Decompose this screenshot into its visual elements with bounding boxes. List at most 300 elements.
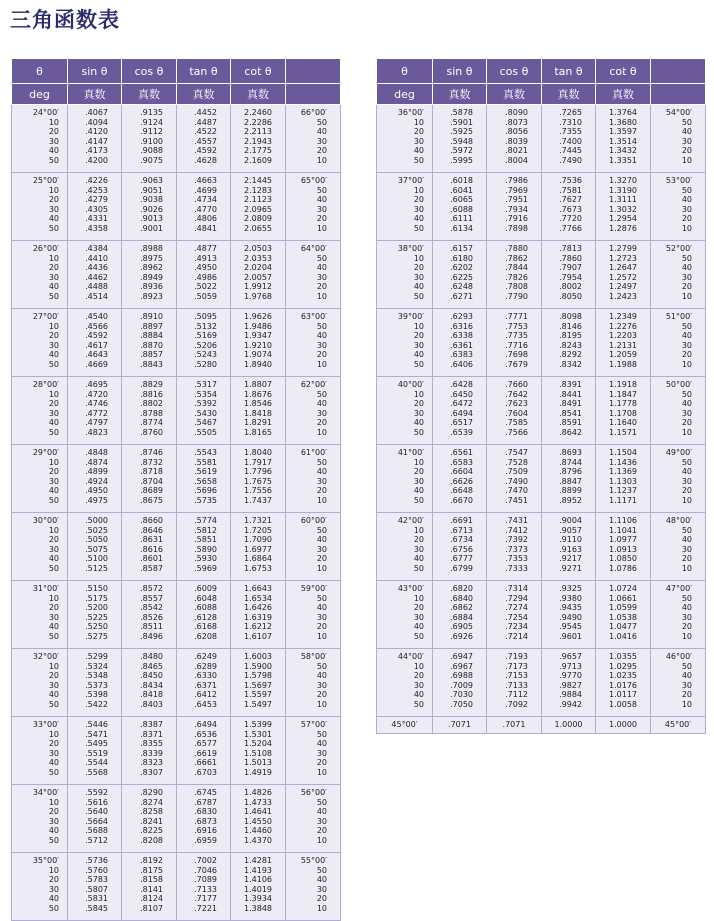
value-line: 40 bbox=[681, 603, 692, 613]
value-line: 2.0655 bbox=[244, 223, 272, 233]
value-line: 40 bbox=[48, 894, 59, 904]
value-line: .4823 bbox=[85, 427, 108, 437]
value-line: .8208 bbox=[140, 835, 163, 845]
sin-cell bbox=[433, 241, 487, 309]
value-line: 1.1571 bbox=[609, 427, 637, 437]
value-line: .8195 bbox=[559, 331, 582, 341]
table-row bbox=[12, 105, 341, 173]
value-line: 47°00′ bbox=[665, 584, 692, 593]
value-line: .7698 bbox=[505, 350, 528, 360]
value-line: 1.2203 bbox=[609, 331, 637, 341]
value-line: .4358 bbox=[85, 223, 108, 233]
header-cot-unit: 真数 bbox=[596, 84, 651, 105]
value-line: .4200 bbox=[85, 155, 108, 165]
value-line: 2.1123 bbox=[244, 195, 272, 205]
value-line: 1.1237 bbox=[609, 486, 637, 496]
value-line: 1.2572 bbox=[609, 272, 637, 282]
value-line: 1.5204 bbox=[244, 739, 272, 749]
deg-right-cell bbox=[286, 173, 341, 241]
value-line: 20 bbox=[316, 826, 327, 836]
value-line: .7373 bbox=[505, 544, 528, 554]
value-line: 30 bbox=[316, 612, 327, 622]
value-line: 40 bbox=[316, 127, 327, 137]
value-line: 10 bbox=[48, 661, 59, 671]
value-line: .7153 bbox=[505, 671, 528, 681]
value-line: 2.1943 bbox=[244, 136, 272, 146]
value-line: 1.2423 bbox=[609, 291, 637, 301]
value-line: .4487 bbox=[194, 117, 217, 127]
value-line: 25°00′ bbox=[32, 176, 59, 185]
sin-cell bbox=[68, 513, 122, 581]
value-line: .8689 bbox=[140, 486, 163, 496]
value-line: 10 bbox=[316, 903, 327, 913]
value-line: .7826 bbox=[505, 272, 528, 282]
value-line: .5175 bbox=[85, 593, 108, 603]
value-line: 64°00′ bbox=[300, 244, 327, 253]
value-line: 1.0117 bbox=[609, 690, 637, 700]
cot-cell bbox=[596, 105, 651, 173]
value-line: 20 bbox=[48, 263, 59, 273]
value-line: 1.3680 bbox=[609, 117, 637, 127]
value-line: .8587 bbox=[140, 563, 163, 573]
value-line: .5783 bbox=[85, 875, 108, 885]
value-line: 10 bbox=[48, 797, 59, 807]
value-line: .9884 bbox=[559, 690, 582, 700]
value-line: .7310 bbox=[559, 117, 582, 127]
value-line: 57°00′ bbox=[300, 720, 327, 729]
value-line: .5568 bbox=[85, 767, 108, 777]
value-line: .8511 bbox=[140, 622, 163, 632]
value-line: .6494 bbox=[194, 720, 217, 729]
value-line: .7265 bbox=[559, 108, 582, 117]
value-line: 40 bbox=[316, 263, 327, 273]
sin-cell bbox=[68, 717, 122, 785]
header-sin-unit: 真数 bbox=[433, 84, 487, 105]
value-line: .8418 bbox=[140, 690, 163, 700]
tan-cell bbox=[542, 581, 596, 649]
value-line: .5059 bbox=[194, 291, 217, 301]
value-line: .6820 bbox=[450, 584, 473, 593]
cot-cell bbox=[231, 173, 286, 241]
value-line: .8391 bbox=[559, 380, 582, 389]
value-line: 10 bbox=[48, 865, 59, 875]
table-row bbox=[12, 173, 341, 241]
value-line: 1.8291 bbox=[244, 418, 272, 428]
value-line: 30 bbox=[413, 272, 424, 282]
value-line: .9026 bbox=[140, 204, 163, 214]
value-line: .7046 bbox=[194, 865, 217, 875]
value-line: 1.9768 bbox=[244, 291, 272, 301]
value-line: .8225 bbox=[140, 826, 163, 836]
value-line: .4384 bbox=[85, 244, 108, 253]
value-line: 40 bbox=[48, 418, 59, 428]
value-line: .7030 bbox=[450, 690, 473, 700]
value-line: 30 bbox=[316, 272, 327, 282]
value-line: .5050 bbox=[85, 535, 108, 545]
tan-cell bbox=[177, 105, 231, 173]
value-line: 30 bbox=[48, 680, 59, 690]
value-line: .7951 bbox=[505, 195, 528, 205]
value-line: 40 bbox=[413, 418, 424, 428]
value-line: .5878 bbox=[450, 108, 473, 117]
value-line: 20 bbox=[316, 894, 327, 904]
cot-cell bbox=[231, 241, 286, 309]
value-line: 30 bbox=[48, 204, 59, 214]
value-line: .6734 bbox=[450, 535, 473, 545]
cos-cell bbox=[487, 581, 542, 649]
value-line: .4067 bbox=[85, 108, 108, 117]
value-line: .5581 bbox=[194, 457, 217, 467]
value-line: 1.9347 bbox=[244, 331, 272, 341]
value-line: 1.2059 bbox=[609, 350, 637, 360]
value-line: 1.7796 bbox=[244, 467, 272, 477]
value-line: 50 bbox=[316, 593, 327, 603]
value-line: .6884 bbox=[450, 612, 473, 622]
value-line: 50 bbox=[48, 767, 59, 777]
value-line: .5100 bbox=[85, 554, 108, 564]
deg-left-cell bbox=[377, 377, 433, 445]
value-line: .8526 bbox=[140, 612, 163, 622]
value-line: .8541 bbox=[559, 408, 582, 418]
value-line: 1.3351 bbox=[609, 155, 637, 165]
value-line: 35°00′ bbox=[32, 856, 59, 865]
value-line: 42°00′ bbox=[397, 516, 424, 525]
value-line: .4452 bbox=[194, 108, 217, 117]
value-line: .6536 bbox=[194, 729, 217, 739]
table-row bbox=[12, 649, 341, 717]
header-sin: sin θ bbox=[68, 59, 122, 84]
value-line: 1.4826 bbox=[244, 788, 272, 797]
value-line: .9013 bbox=[140, 214, 163, 224]
value-line: 1.0977 bbox=[609, 535, 637, 545]
value-line: 10 bbox=[48, 253, 59, 263]
value-line: 41°00′ bbox=[397, 448, 424, 457]
value-line: .5619 bbox=[194, 467, 217, 477]
value-line: 1.6864 bbox=[244, 554, 272, 564]
value-line: .6926 bbox=[450, 631, 473, 641]
value-line: 20 bbox=[413, 671, 424, 681]
sin-cell bbox=[68, 649, 122, 717]
value-line: 40 bbox=[316, 195, 327, 205]
cos-cell bbox=[122, 513, 177, 581]
value-line: .5446 bbox=[85, 720, 108, 729]
value-line: .5125 bbox=[85, 563, 108, 573]
value-line: .6703 bbox=[194, 767, 217, 777]
value-line: .8718 bbox=[140, 467, 163, 477]
deg-right-cell bbox=[651, 377, 706, 445]
value-line: .7112 bbox=[505, 690, 528, 700]
deg-left-cell bbox=[12, 377, 68, 445]
deg-right-cell bbox=[286, 717, 341, 785]
cos-cell bbox=[122, 581, 177, 649]
value-line: 1.7090 bbox=[244, 535, 272, 545]
deg-right-cell bbox=[651, 105, 706, 173]
table-row bbox=[12, 853, 341, 921]
value-line: 1.1041 bbox=[609, 525, 637, 535]
tan-cell bbox=[177, 173, 231, 241]
value-line: .8050 bbox=[559, 291, 582, 301]
value-line: .7177 bbox=[194, 894, 217, 904]
cos-cell bbox=[122, 717, 177, 785]
value-line: .5774 bbox=[194, 516, 217, 525]
cot-cell bbox=[231, 377, 286, 445]
value-line: .7254 bbox=[505, 612, 528, 622]
value-line: 30 bbox=[681, 544, 692, 554]
value-line: 20 bbox=[48, 467, 59, 477]
value-line: .8601 bbox=[140, 554, 163, 564]
table-row bbox=[377, 581, 706, 649]
cot-cell bbox=[596, 445, 651, 513]
value-line: .7813 bbox=[559, 244, 582, 253]
value-line: .9163 bbox=[559, 544, 582, 554]
header-deg: deg bbox=[12, 84, 68, 105]
value-line: 10 bbox=[681, 563, 692, 573]
value-line: .8274 bbox=[140, 797, 163, 807]
table-row bbox=[377, 513, 706, 581]
value-line: 1.0058 bbox=[609, 699, 637, 709]
value-line: 20 bbox=[681, 554, 692, 564]
tan-cell bbox=[177, 377, 231, 445]
value-line: .9038 bbox=[140, 195, 163, 205]
value-line: 30 bbox=[48, 272, 59, 282]
value-line: 20 bbox=[413, 195, 424, 205]
value-line: .7808 bbox=[505, 282, 528, 292]
value-line: 40 bbox=[48, 146, 59, 156]
value-line: .8962 bbox=[140, 263, 163, 273]
deg-right-cell bbox=[651, 173, 706, 241]
value-line: .8774 bbox=[140, 418, 163, 428]
value-line: .7412 bbox=[505, 525, 528, 535]
value-line: 1.4919 bbox=[244, 767, 272, 777]
value-line: 1.2647 bbox=[609, 263, 637, 273]
cos-cell bbox=[122, 173, 177, 241]
value-line: .9112 bbox=[140, 127, 163, 137]
value-line: 52°00′ bbox=[665, 244, 692, 253]
value-line: .7274 bbox=[505, 603, 528, 613]
value-line: .4617 bbox=[85, 340, 108, 350]
value-line: .5543 bbox=[194, 448, 217, 457]
value-line: 50 bbox=[681, 457, 692, 467]
cos-cell bbox=[122, 445, 177, 513]
value-line: .4924 bbox=[85, 476, 108, 486]
value-line: 10 bbox=[681, 631, 692, 641]
value-line: .4986 bbox=[194, 272, 217, 282]
value-line: .4522 bbox=[194, 127, 217, 137]
value-line: .8323 bbox=[140, 758, 163, 768]
deg-right-cell bbox=[286, 241, 341, 309]
value-line: .5831 bbox=[85, 894, 108, 904]
value-line: 30 bbox=[413, 476, 424, 486]
deg-left-cell bbox=[12, 513, 68, 581]
value-line: 50 bbox=[413, 563, 424, 573]
value-line: .6494 bbox=[450, 408, 473, 418]
value-line: 2.1609 bbox=[244, 155, 272, 165]
value-line: .7860 bbox=[559, 253, 582, 263]
value-line: 30 bbox=[681, 476, 692, 486]
cot-cell bbox=[231, 513, 286, 581]
value-line: .7844 bbox=[505, 263, 528, 273]
value-line: .4488 bbox=[85, 282, 108, 292]
value-line: .5735 bbox=[194, 495, 217, 505]
value-line: 1.9074 bbox=[244, 350, 272, 360]
value-line: 1.0724 bbox=[609, 584, 637, 593]
value-line: 10 bbox=[316, 155, 327, 165]
deg-left-cell bbox=[12, 309, 68, 377]
value-line: 37°00′ bbox=[397, 176, 424, 185]
sin-cell bbox=[68, 241, 122, 309]
value-line: .6428 bbox=[450, 380, 473, 389]
tan-cell bbox=[177, 717, 231, 785]
value-line: 20 bbox=[316, 350, 327, 360]
deg-left-cell bbox=[12, 717, 68, 785]
value-line: .6947 bbox=[450, 652, 473, 661]
table-row bbox=[377, 649, 706, 717]
value-line: 40°00′ bbox=[397, 380, 424, 389]
value-line: 20 bbox=[316, 554, 327, 564]
value-line: .6905 bbox=[450, 622, 473, 632]
value-line: 50 bbox=[316, 729, 327, 739]
value-line: 1.3764 bbox=[609, 108, 637, 117]
value-line: 34°00′ bbox=[32, 788, 59, 797]
value-line: 50 bbox=[681, 321, 692, 331]
value-line: .8847 bbox=[559, 476, 582, 486]
value-line: 1.2131 bbox=[609, 340, 637, 350]
sin-cell bbox=[433, 513, 487, 581]
value-line: .5075 bbox=[85, 544, 108, 554]
value-line: .7679 bbox=[505, 359, 528, 369]
value-line: .7716 bbox=[505, 340, 528, 350]
value-line: 1.0176 bbox=[609, 680, 637, 690]
sin-cell: .7071 bbox=[433, 717, 487, 734]
value-line: .6862 bbox=[450, 603, 473, 613]
value-line: .8796 bbox=[559, 467, 582, 477]
value-line: 20 bbox=[681, 690, 692, 700]
value-line: 40 bbox=[316, 603, 327, 613]
value-line: 30 bbox=[316, 748, 327, 758]
value-line: .4094 bbox=[85, 117, 108, 127]
deg-left-cell: 45°00′ bbox=[377, 717, 433, 734]
value-line: 30 bbox=[413, 136, 424, 146]
value-line: .7214 bbox=[505, 631, 528, 641]
value-line: .6180 bbox=[450, 253, 473, 263]
value-line: .8746 bbox=[140, 448, 163, 457]
table-row bbox=[377, 173, 706, 241]
value-line: .8591 bbox=[559, 418, 582, 428]
value-line: 40 bbox=[316, 467, 327, 477]
value-line: 1.5900 bbox=[244, 661, 272, 671]
value-line: 30 bbox=[681, 680, 692, 690]
value-line: .6249 bbox=[194, 652, 217, 661]
value-line: .7581 bbox=[559, 185, 582, 195]
value-line: .5925 bbox=[450, 127, 473, 137]
value-line: .9325 bbox=[559, 584, 582, 593]
value-line: 30°00′ bbox=[32, 516, 59, 525]
value-line: .6088 bbox=[194, 603, 217, 613]
value-line: 50 bbox=[316, 457, 327, 467]
value-line: .6604 bbox=[450, 467, 473, 477]
value-line: 51°00′ bbox=[665, 312, 692, 321]
value-line: .5132 bbox=[194, 321, 217, 331]
value-line: 30 bbox=[316, 204, 327, 214]
value-line: .8021 bbox=[505, 146, 528, 156]
value-line: 63°00′ bbox=[300, 312, 327, 321]
value-line: .9380 bbox=[559, 593, 582, 603]
value-line: 50 bbox=[413, 359, 424, 369]
value-line: .7133 bbox=[194, 884, 217, 894]
value-line: .5807 bbox=[85, 884, 108, 894]
value-line: 1.4106 bbox=[244, 875, 272, 885]
value-line: 40 bbox=[316, 875, 327, 885]
value-line: .5422 bbox=[85, 699, 108, 709]
value-line: .6168 bbox=[194, 622, 217, 632]
value-line: .8870 bbox=[140, 340, 163, 350]
cot-cell bbox=[596, 241, 651, 309]
value-line: 28°00′ bbox=[32, 380, 59, 389]
value-line: .7445 bbox=[559, 146, 582, 156]
value-line: 30 bbox=[316, 884, 327, 894]
value-line: .7431 bbox=[505, 516, 528, 525]
value-line: .9770 bbox=[559, 671, 582, 681]
value-line: .5712 bbox=[85, 835, 108, 845]
value-line: 40 bbox=[681, 127, 692, 137]
deg-left-cell bbox=[12, 173, 68, 241]
value-line: 1.8040 bbox=[244, 448, 272, 457]
value-line: .8744 bbox=[559, 457, 582, 467]
value-line: 50 bbox=[413, 155, 424, 165]
value-line: 61°00′ bbox=[300, 448, 327, 457]
cos-cell: .7071 bbox=[487, 717, 542, 734]
value-line: 20 bbox=[316, 758, 327, 768]
value-line: .9942 bbox=[559, 699, 582, 709]
value-line: .6959 bbox=[194, 835, 217, 845]
value-line: .7585 bbox=[505, 418, 528, 428]
cos-cell bbox=[487, 241, 542, 309]
value-line: .5930 bbox=[194, 554, 217, 564]
value-line: .6248 bbox=[450, 282, 473, 292]
tan-cell bbox=[177, 785, 231, 853]
value-line: 30 bbox=[48, 340, 59, 350]
value-line: .4305 bbox=[85, 204, 108, 214]
value-line: 40 bbox=[48, 622, 59, 632]
value-line: 20 bbox=[316, 486, 327, 496]
value-line: 10 bbox=[48, 117, 59, 127]
value-line: .4566 bbox=[85, 321, 108, 331]
value-line: .8496 bbox=[140, 631, 163, 641]
value-line: 30 bbox=[48, 408, 59, 418]
value-line: 1.8165 bbox=[244, 427, 272, 437]
value-line: .9217 bbox=[559, 554, 582, 564]
value-line: .4540 bbox=[85, 312, 108, 321]
value-line: 20 bbox=[48, 603, 59, 613]
deg-right-cell bbox=[651, 649, 706, 717]
value-line: 30 bbox=[316, 136, 327, 146]
cot-cell: 1.0000 bbox=[596, 717, 651, 734]
value-line: .9004 bbox=[559, 516, 582, 525]
value-line: .7528 bbox=[505, 457, 528, 467]
cos-cell bbox=[122, 853, 177, 921]
value-line: .4797 bbox=[85, 418, 108, 428]
value-line: 40 bbox=[48, 758, 59, 768]
cot-cell bbox=[596, 513, 651, 581]
value-line: .5664 bbox=[85, 816, 108, 826]
value-line: 27°00′ bbox=[32, 312, 59, 321]
trig-table-right bbox=[376, 58, 706, 734]
value-line: .7050 bbox=[450, 699, 473, 709]
value-line: 20 bbox=[316, 214, 327, 224]
value-line: .5851 bbox=[194, 535, 217, 545]
sin-cell bbox=[433, 581, 487, 649]
header-row-1 bbox=[12, 59, 341, 84]
